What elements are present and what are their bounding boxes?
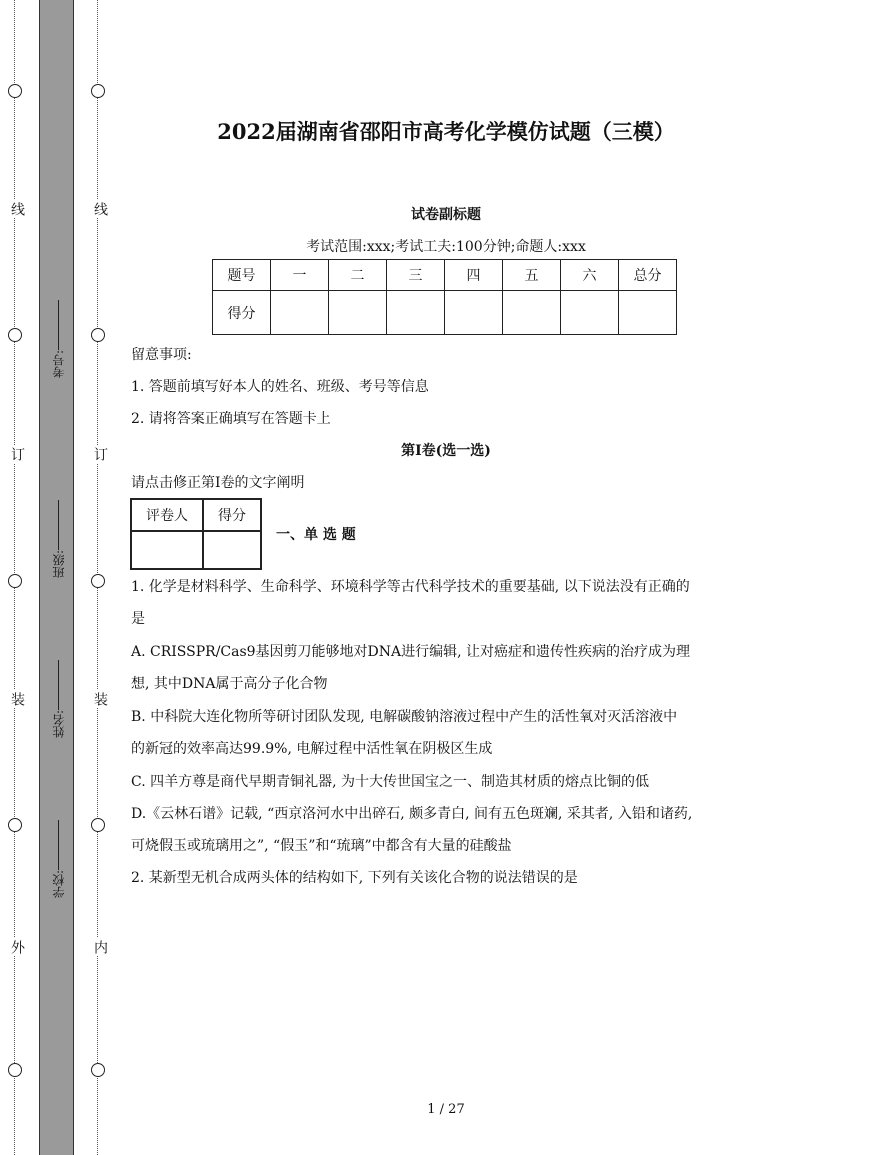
score-header-cell: 四 xyxy=(445,260,503,291)
page-number: 1 / 27 xyxy=(427,1102,465,1117)
outer-margin-char: 装 xyxy=(9,692,25,706)
page-title: 2022届湖南省邵阳市高考化学模仿试题（三模） xyxy=(217,119,675,144)
option-line: C. 四羊方尊是商代早期青铜礼器, 为十大传世国宝之一、制造其材质的熔点比铜的低 xyxy=(131,774,650,790)
score-header-cell: 一 xyxy=(271,260,329,291)
binding-hole xyxy=(91,574,105,588)
score-cell[interactable] xyxy=(387,291,445,335)
score-cell[interactable] xyxy=(271,291,329,335)
option-line: D.《云林石谱》记载, “西京洛河水中出碎石, 颇多青白, 间有五色斑斓, 采其者, 入铅和诸药, xyxy=(131,806,693,822)
section-instruction: 请点击修正第I卷的文字阐明 xyxy=(131,475,305,491)
score-cell[interactable] xyxy=(561,291,619,335)
grader-cell[interactable] xyxy=(131,531,203,569)
score-cell[interactable] xyxy=(619,291,677,335)
notice-item: 2. 请将答案正确填写在答题卡上 xyxy=(131,411,331,427)
notice-heading: 留意事项: xyxy=(131,347,192,363)
exam-number-field: 考号: xyxy=(50,300,67,378)
binding-hole xyxy=(8,84,22,98)
binding-hole xyxy=(8,328,22,342)
question-line: 1. 化学是材料科学、生命科学、环境科学等古代科学技术的重要基础, 以下说法没有正确的 xyxy=(131,579,690,595)
option-line: 可烧假玉或琉璃用之”, “假玉”和“琉璃”中都含有大量的硅酸盐 xyxy=(131,838,512,854)
outer-margin-char: 外 xyxy=(9,940,25,954)
option-line: A. CRISSPR/Cas9基因剪刀能够地对DNA进行编辑, 让对癌症和遗传性疾病的治疗成为理 xyxy=(131,644,691,660)
page-subtitle: 试卷副标题 xyxy=(411,207,481,223)
binding-hole xyxy=(8,1063,22,1077)
binding-hole xyxy=(91,818,105,832)
score-cell[interactable] xyxy=(329,291,387,335)
binding-hole xyxy=(8,574,22,588)
binding-hole xyxy=(8,818,22,832)
grader-cell[interactable] xyxy=(203,531,261,569)
score-table xyxy=(212,259,677,335)
question-line: 是 xyxy=(131,611,145,627)
name-field: 姓名: xyxy=(50,660,67,738)
exam-info: 考试范围:xxx;考试工夫:100分钟;命题人:xxx xyxy=(306,239,586,255)
binding-hole xyxy=(91,328,105,342)
notice-item: 1. 答题前填写好本人的姓名、班级、考号等信息 xyxy=(131,379,429,395)
inner-margin-char: 内 xyxy=(92,940,108,954)
grader-label: 评卷人 xyxy=(131,499,203,531)
outer-margin-char: 订 xyxy=(9,447,25,461)
outer-margin-char: 线 xyxy=(9,202,25,216)
score-row-label: 得分 xyxy=(213,291,271,335)
inner-margin-char: 订 xyxy=(92,447,108,461)
inner-margin-char: 装 xyxy=(92,692,108,706)
binding-hole xyxy=(91,84,105,98)
class-field: 班级: xyxy=(50,500,67,578)
score-header-cell: 题号 xyxy=(213,260,271,291)
option-line: 想, 其中DNA属于高分子化合物 xyxy=(131,676,328,692)
score-header-cell: 六 xyxy=(561,260,619,291)
binding-hole xyxy=(91,1063,105,1077)
question-line: 2. 某新型无机合成两头体的结构如下, 下列有关该化合物的说法错误的是 xyxy=(131,870,578,886)
score-cell[interactable] xyxy=(445,291,503,335)
score-cell[interactable] xyxy=(503,291,561,335)
section-heading: 一、单 选 题 xyxy=(276,527,356,543)
option-line: B. 中科院大连化物所等研讨团队发现, 电解碳酸钠溶液过程中产生的活性氧对灭活溶液中 xyxy=(131,709,678,725)
school-field: 学校: xyxy=(50,820,67,898)
section-title: 第I卷(选一选) xyxy=(401,443,491,459)
score-header-cell: 总分 xyxy=(619,260,677,291)
score-header-cell: 二 xyxy=(329,260,387,291)
score-header-cell: 三 xyxy=(387,260,445,291)
grader-table xyxy=(130,498,262,570)
grader-label: 得分 xyxy=(203,499,261,531)
option-line: 的新冠的效率高达99.9%, 电解过程中活性氧在阴极区生成 xyxy=(131,741,493,757)
inner-margin-char: 线 xyxy=(92,202,108,216)
score-header-cell: 五 xyxy=(503,260,561,291)
